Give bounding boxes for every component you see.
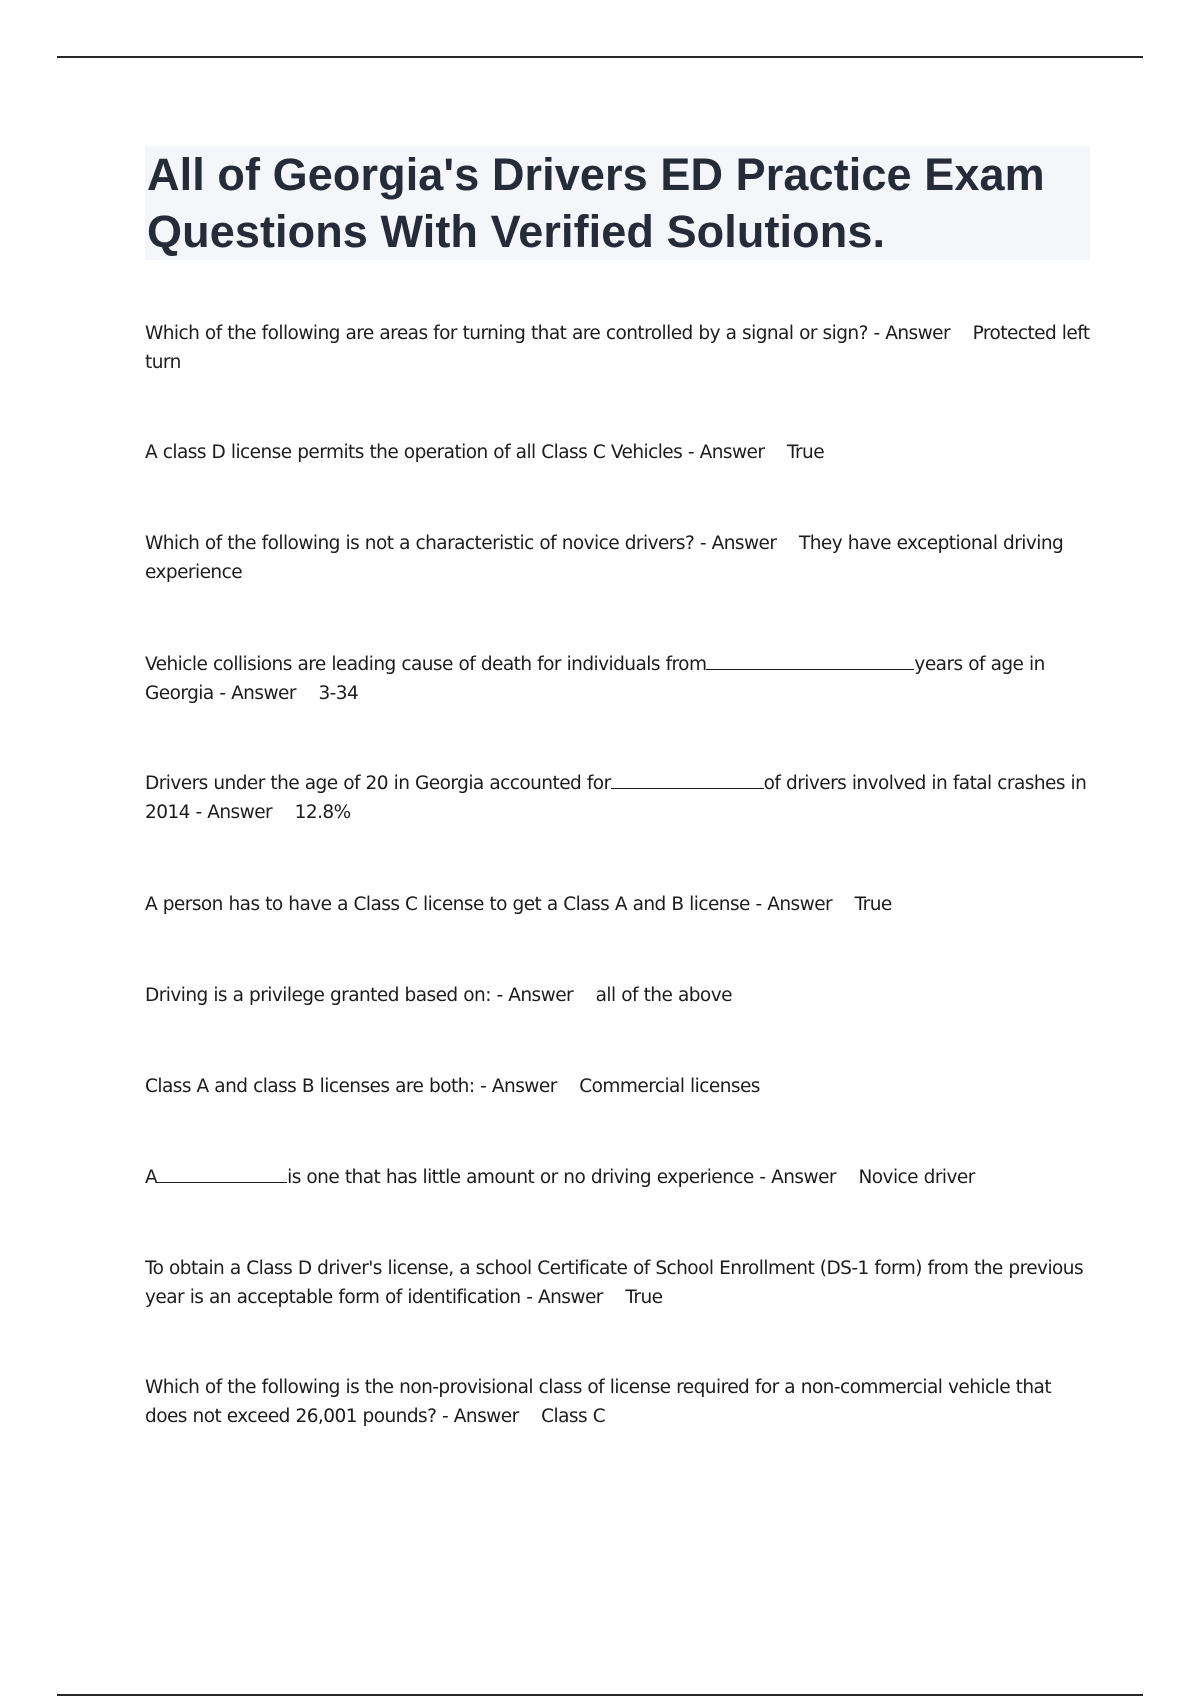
answer-marker: - Answer	[753, 1166, 859, 1188]
answer-text: True	[786, 441, 825, 463]
qa-item-10	[145, 1254, 1090, 1312]
fill-in-blank	[157, 1164, 287, 1183]
answer-marker: - Answer	[474, 1075, 580, 1097]
answer-text: Protected left turn	[145, 322, 1090, 373]
answer-marker: - Answer	[682, 441, 787, 463]
answer-text: Class C	[541, 1405, 606, 1427]
answer-text: Novice driver	[858, 1166, 975, 1188]
question-text: Class A and class B licenses are both:	[145, 1075, 475, 1097]
answer-text: True	[854, 893, 892, 915]
answer-marker: - Answer	[749, 893, 855, 915]
answer-text: 12.8%	[294, 801, 351, 823]
answer-marker: - Answer	[189, 801, 295, 823]
question-text: Which of the following is the non-provisional class of license required for a non-commercial vehicle that does not exceed 26,001 pounds?	[145, 1376, 1052, 1427]
question-text-start: Drivers under the age of 20 in Georgia accounted for	[145, 772, 611, 794]
question-text: Which of the following is not a characteristic of novice drivers?	[145, 532, 695, 554]
question-text-start: Vehicle collisions are leading cause of death for individuals from	[145, 653, 707, 675]
qa-item-8	[145, 1072, 1090, 1101]
answer-marker: - Answer	[694, 532, 799, 554]
answer-text: They have exceptional driving experience	[145, 532, 1064, 583]
question-text-start: A	[145, 1166, 158, 1188]
question-text-end: is one that has little amount or no driving experience	[287, 1166, 754, 1188]
answer-text: True	[625, 1286, 663, 1308]
answer-text: Commercial licenses	[579, 1075, 760, 1097]
answer-text: 3-34	[318, 682, 359, 704]
qa-item-11	[145, 1373, 1090, 1431]
question-text: To obtain a Class D driver's license, a school Certificate of School Enrollment (DS-1 form) from the previous year is an acceptable form of identification	[145, 1257, 1084, 1308]
title-block	[145, 146, 1090, 260]
question-text: A person has to have a Class C license to get a Class A and B license	[145, 893, 750, 915]
question-text-end: years of age in Georgia	[145, 653, 1045, 704]
fill-in-blank	[706, 651, 914, 670]
qa-item-4	[145, 650, 1090, 708]
answer-marker: - Answer	[490, 984, 596, 1006]
qa-item-6	[145, 890, 1090, 919]
qa-item-1	[145, 319, 1090, 377]
qa-item-2	[145, 438, 1090, 467]
qa-item-3	[145, 529, 1090, 587]
qa-item-7	[145, 981, 1090, 1010]
answer-marker: - Answer	[520, 1286, 626, 1308]
document-title: All of Georgia's Drivers ED Practice Exam Questions With Verified Solutions.	[147, 149, 1045, 257]
header-rule	[57, 56, 1143, 58]
question-text-end: of drivers involved in fatal crashes in 2014	[145, 772, 1087, 823]
question-text: Which of the following are areas for turning that are controlled by a signal or sign?	[145, 322, 868, 344]
answer-marker: - Answer	[436, 1405, 542, 1427]
qa-item-5	[145, 769, 1090, 827]
footer-rule	[57, 1694, 1143, 1696]
qa-item-9	[145, 1163, 1090, 1192]
question-text: Driving is a privilege granted based on:	[145, 984, 491, 1006]
answer-text: all of the above	[595, 984, 732, 1006]
question-text: A class D license permits the operation of all Class C Vehicles	[145, 441, 683, 463]
answer-marker: - Answer	[213, 682, 319, 704]
fill-in-blank	[611, 770, 764, 789]
answer-marker: - Answer	[867, 322, 973, 344]
